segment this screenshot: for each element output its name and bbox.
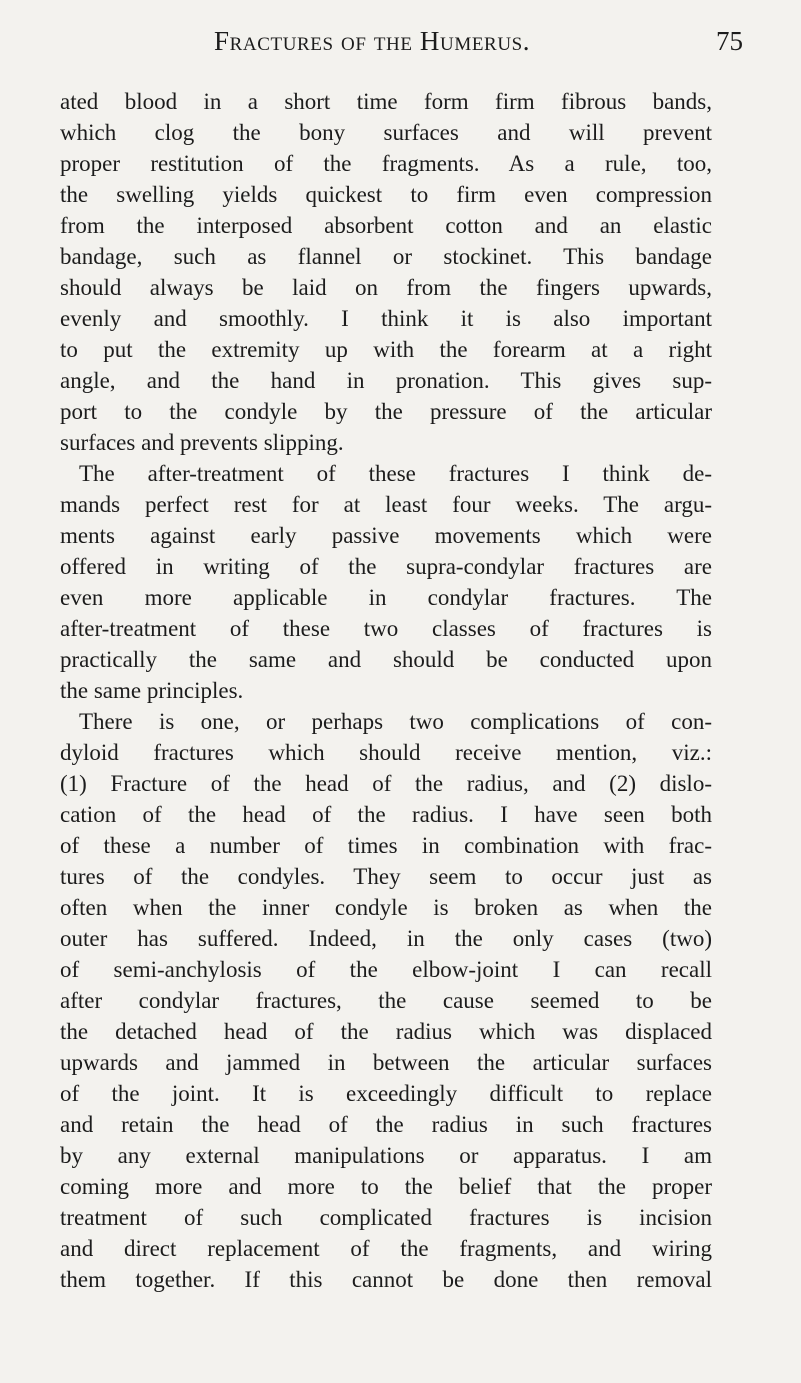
text-line: ated blood in a short time form firm fibrous bands, bbox=[60, 89, 712, 114]
text-line: outer has suffered. Indeed, in the only cases (two) bbox=[60, 926, 712, 951]
text-line: of semi-anchylosis of the elbow-joint I can recall bbox=[60, 957, 712, 982]
text-line: dyloid fractures which should receive mention, viz.: bbox=[60, 740, 712, 765]
text-line: after condylar fractures, the cause seemed to be bbox=[60, 988, 712, 1013]
text-line: which clog the bony surfaces and will prevent bbox=[60, 120, 712, 145]
text-line: cation of the head of the radius. I have seen both bbox=[60, 802, 712, 827]
text-line: coming more and more to the belief that the proper bbox=[60, 1174, 712, 1199]
text-line: evenly and smoothly. I think it is also important bbox=[60, 306, 712, 331]
text-line: (1) Fracture of the head of the radius, and (2) dislo- bbox=[60, 771, 712, 796]
text-line: of these a number of times in combination with frac- bbox=[60, 833, 712, 858]
running-title: Fractures of the Humerus. bbox=[214, 26, 531, 56]
text-line: treatment of such complicated fractures is incision bbox=[60, 1205, 712, 1230]
text-line: by any external manipulations or apparatus. I am bbox=[60, 1143, 712, 1168]
paragraph-start-line: There is one, or perhaps two complications of con- bbox=[79, 709, 712, 734]
text-line: after-treatment of these two classes of fractures is bbox=[60, 616, 712, 641]
text-line: offered in writing of the supra-condylar fractures are bbox=[60, 554, 712, 579]
text-line: the detached head of the radius which was displaced bbox=[60, 1019, 712, 1044]
text-line: the swelling yields quickest to firm even compression bbox=[60, 182, 712, 207]
text-line: ments against early passive movements which were bbox=[60, 523, 712, 548]
text-line: and direct replacement of the fragments, and wiring bbox=[60, 1236, 712, 1261]
text-line: of the joint. It is exceedingly difficult to replace bbox=[60, 1081, 712, 1106]
text-line: mands perfect rest for at least four weeks. The argu- bbox=[60, 492, 712, 517]
body-text bbox=[60, 86, 712, 1295]
text-line: and retain the head of the radius in such fractures bbox=[60, 1112, 712, 1137]
text-line: proper restitution of the fragments. As a rule, too, bbox=[60, 151, 712, 176]
paragraph-start-line: The after-treatment of these fractures I think de- bbox=[79, 461, 712, 486]
paragraph-end-line: the same principles. bbox=[60, 678, 244, 703]
text-line: to put the extremity up with the forearm at a right bbox=[60, 337, 712, 362]
text-line: should always be laid on from the fingers upwards, bbox=[60, 275, 712, 300]
text-line: from the interposed absorbent cotton and an elastic bbox=[60, 213, 712, 238]
text-line: angle, and the hand in pronation. This gives sup- bbox=[60, 368, 712, 393]
paragraph-end-line: surfaces and prevents slipping. bbox=[60, 430, 344, 455]
text-line: port to the condyle by the pressure of the articular bbox=[60, 399, 712, 424]
text-line: upwards and jammed in between the articular surfaces bbox=[60, 1050, 712, 1075]
text-line: often when the inner condyle is broken as when the bbox=[60, 895, 712, 920]
text-line: them together. If this cannot be done then removal bbox=[60, 1267, 712, 1292]
text-line: bandage, such as flannel or stockinet. This bandage bbox=[60, 244, 712, 269]
text-line: tures of the condyles. They seem to occur just as bbox=[60, 864, 712, 889]
text-line: practically the same and should be conducted upon bbox=[60, 647, 712, 672]
page-number: 75 bbox=[716, 26, 743, 56]
text-line: even more applicable in condylar fractures. The bbox=[60, 585, 712, 610]
running-head bbox=[0, 26, 801, 66]
